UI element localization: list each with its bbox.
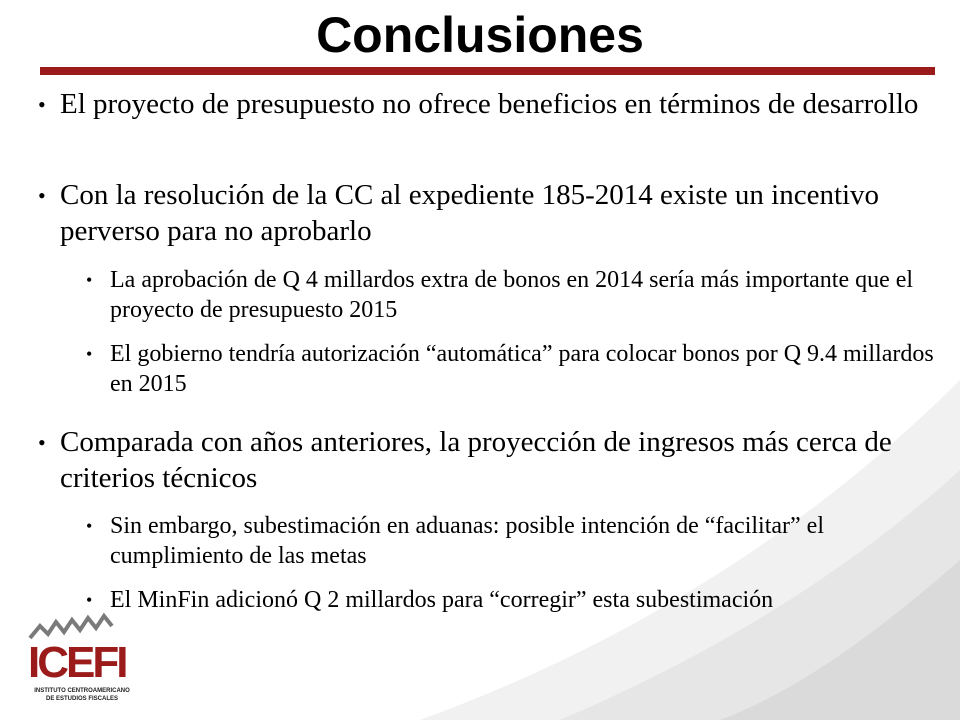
logo-subtitle-line1: INSTITUTO CENTROAMERICANO [34,688,130,694]
bullet-dot-icon: • [38,183,46,208]
sub-bullet-item [86,585,936,615]
logo-subtitle-line2: DE ESTUDIOS FISCALES [45,696,118,702]
bullet-dot-icon: • [38,92,46,117]
bullet-item [38,177,928,249]
bullet-text: El proyecto de presupuesto no ofrece beneficios en términos de desarrollo [60,88,919,120]
sub-bullet-text: El MinFin adicionó Q 2 millardos para “corregir” esta subestimación [110,587,774,613]
sub-bullet-item [86,265,936,325]
sub-bullet-text: La aprobación de Q 4 millardos extra de bonos en 2014 sería más importante que el proyecto de presupuesto 2015 [110,267,914,323]
bullet-item [38,86,928,122]
bullet-dot-icon: • [86,590,93,610]
bullet-item [38,424,928,496]
sub-bullet-text: El gobierno tendría autorización “automática” para colocar bonos por Q 9.4 millardos en 2015 [110,341,934,397]
sub-bullet-item [86,511,936,571]
bullet-text: Con la resolución de la CC al expediente 185-2014 existe un incentivo perverso para no aprobarlo [60,179,880,247]
bullet-dot-icon: • [86,344,93,364]
bullet-dot-icon: • [86,270,93,290]
sub-bullet-item [86,339,936,399]
icefi-logo-text: ICEFI [28,638,126,687]
bullet-text: Comparada con años anteriores, la proyección de ingresos más cerca de criterios técnicos [60,426,892,494]
bullet-dot-icon: • [38,430,46,455]
bullet-dot-icon: • [86,516,93,536]
sub-bullet-text: Sin embargo, subestimación en aduanas: posible intención de “facilitar” el cumplimiento de las metas [110,513,824,569]
slide-title: Conclusiones [316,7,644,63]
